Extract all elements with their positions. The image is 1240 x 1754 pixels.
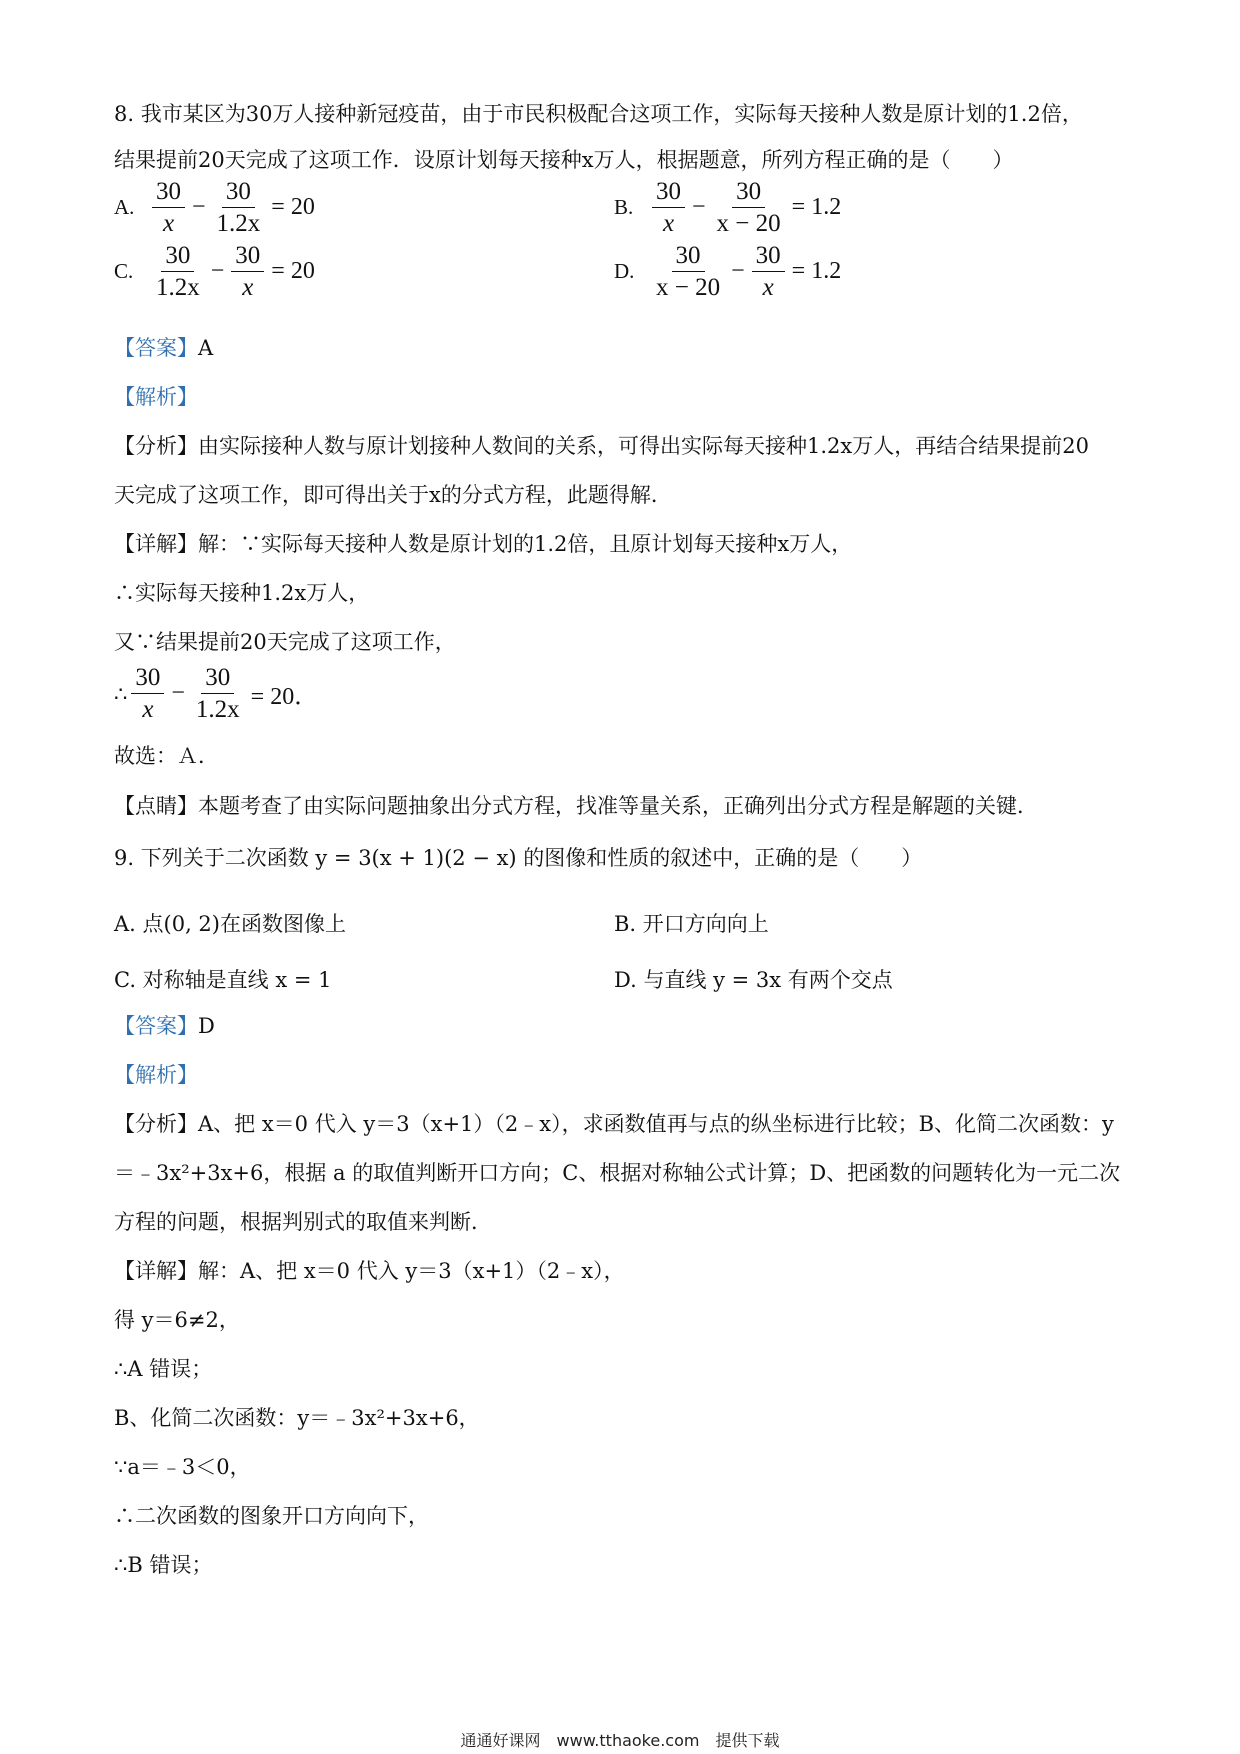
dianjing-tag: 【点睛】	[114, 794, 198, 818]
q8-option-d: D. $\frac{30}{x - 20}$ − $\frac{30}{x}$ = 1.2	[614, 242, 842, 301]
option-letter: B.	[614, 195, 634, 219]
q9-option-b: B. 开口方向向上	[614, 912, 769, 936]
q8-fenxi-line1: 【分析】由实际接种人数与原计划接种人数间的关系，可得出实际每天接种1.2x万人，再结合结果提前20	[114, 434, 1089, 458]
answer-tag: 【答案】	[114, 1014, 198, 1038]
fraction: $\frac{30}{x - 20}$	[716, 178, 781, 237]
q9-xiangjie-line2: 得 y＝6≠2，	[114, 1308, 240, 1332]
fraction: $\frac{30}{x}$	[652, 176, 685, 239]
q8-equation: ∴ $\frac{30}{x}$ − $\frac{30}{1.2x}$ = 20．	[114, 664, 319, 723]
q8-option-c: C. $\frac{30}{1.2x}$ − $\frac{30}{x}$ = 20	[114, 242, 315, 301]
q9-option-d: D. 与直线 y = 3x 有两个交点	[614, 968, 893, 992]
q9-xiangjie-line7: ∴B 错误；	[114, 1553, 213, 1577]
q9-option-c: C. 对称轴是直线 x = 1	[114, 968, 332, 992]
q9-xiangjie-line1: 【详解】解：A、把 x＝0 代入 y＝3（x+1）（2﹣x），	[114, 1259, 625, 1283]
analysis-tag: 【解析】	[114, 1063, 198, 1087]
q9-answer-line	[114, 1012, 215, 1040]
q9-xiangjie-line4: B、化简二次函数：y＝﹣3x²+3x+6，	[114, 1406, 480, 1430]
q8-dianjing-line: 【点睛】本题考查了由实际问题抽象出分式方程，找准等量关系，正确列出分式方程是解题的关键．	[114, 794, 1038, 818]
page-footer: 通通好课网 www.tthaoke.com 提供下载	[460, 1731, 780, 1750]
answer-value: D	[198, 1014, 215, 1038]
q9-xiangjie-line3: ∴A 错误；	[114, 1357, 213, 1381]
analysis-tag: 【解析】	[114, 385, 198, 409]
q8-xiangjie-line3: 又∵结果提前20天完成了这项工作，	[114, 630, 456, 654]
q9-xiangjie-line5: ∵a＝﹣3＜0，	[114, 1455, 251, 1479]
q9-stem: 9. 下列关于二次函数 y = 3(x + 1)(2 − x) 的图像和性质的叙述中，正确的是（ ）	[114, 846, 923, 870]
q9-fenxi-line1: 【分析】A、把 x＝0 代入 y＝3（x+1）（2﹣x），求函数值再与点的纵坐标进行比较；B、化简二次函数：y	[114, 1112, 1114, 1136]
q8-option-a: A. $\frac{30}{x}$ − $\frac{30}{1.2x}$ = 20	[114, 178, 315, 237]
fraction: $\frac{30}{x}$	[231, 240, 264, 303]
q9-option-a: A. 点(0, 2)在函数图像上	[114, 912, 346, 936]
fraction: $\frac{30}{1.2x}$	[156, 242, 200, 301]
fraction: $\frac{30}{x - 20}$	[656, 242, 721, 301]
option-letter: C.	[114, 259, 134, 283]
fraction: $\frac{30}{x}$	[152, 176, 185, 239]
answer-value: A	[198, 336, 214, 360]
q9-analysis-heading	[114, 1061, 198, 1089]
q8-option-b: B. $\frac{30}{x}$ − $\frac{30}{x - 20}$ = 1.2	[614, 178, 842, 237]
fenxi-tag: 【分析】	[114, 1112, 198, 1136]
q9-fenxi-line3: 方程的问题，根据判别式的取值来判断．	[114, 1210, 492, 1234]
q8-answer-line	[114, 334, 213, 362]
fraction: $\frac{30}{x}$	[752, 240, 785, 303]
fenxi-tag: 【分析】	[114, 434, 198, 458]
xiangjie-tag: 【详解】	[114, 1259, 198, 1283]
q8-fenxi-line2: 天完成了这项工作，即可得出关于x的分式方程，此题得解．	[114, 483, 672, 507]
q8-xiangjie-line2: ∴实际每天接种1.2x万人，	[114, 581, 370, 605]
fraction: $\frac{30}{1.2x}$	[195, 664, 240, 723]
option-letter: D.	[614, 259, 635, 283]
q8-stem-line1: 8. 我市某区为30万人接种新冠疫苗，由于市民积极配合这项工作，实际每天接种人数是原计划的1.2倍，	[114, 102, 1083, 126]
fraction: $\frac{30}{x}$	[131, 662, 164, 725]
q9-xiangjie-line6: ∴二次函数的图象开口方向向下，	[114, 1504, 429, 1528]
option-letter: A.	[114, 195, 135, 219]
q8-analysis-heading	[114, 383, 198, 411]
fraction: $\frac{30}{1.2x}$	[216, 178, 261, 237]
q8-choice: 故选：Ａ．	[114, 744, 219, 768]
answer-tag: 【答案】	[114, 336, 198, 360]
xiangjie-tag: 【详解】	[114, 532, 198, 556]
q8-xiangjie-line1: 【详解】解：∵实际每天接种人数是原计划的1.2倍，且原计划每天接种x万人，	[114, 532, 853, 556]
q8-stem-line2: 结果提前20天完成了这项工作．设原计划每天接种x万人，根据题意，所列方程正确的是（ ）	[114, 148, 1014, 172]
q9-fenxi-line2: ＝﹣3x²+3x+6，根据 a 的取值判断开口方向；C、根据对称轴公式计算；D、把函数的问题转化为一元二次	[114, 1161, 1121, 1185]
